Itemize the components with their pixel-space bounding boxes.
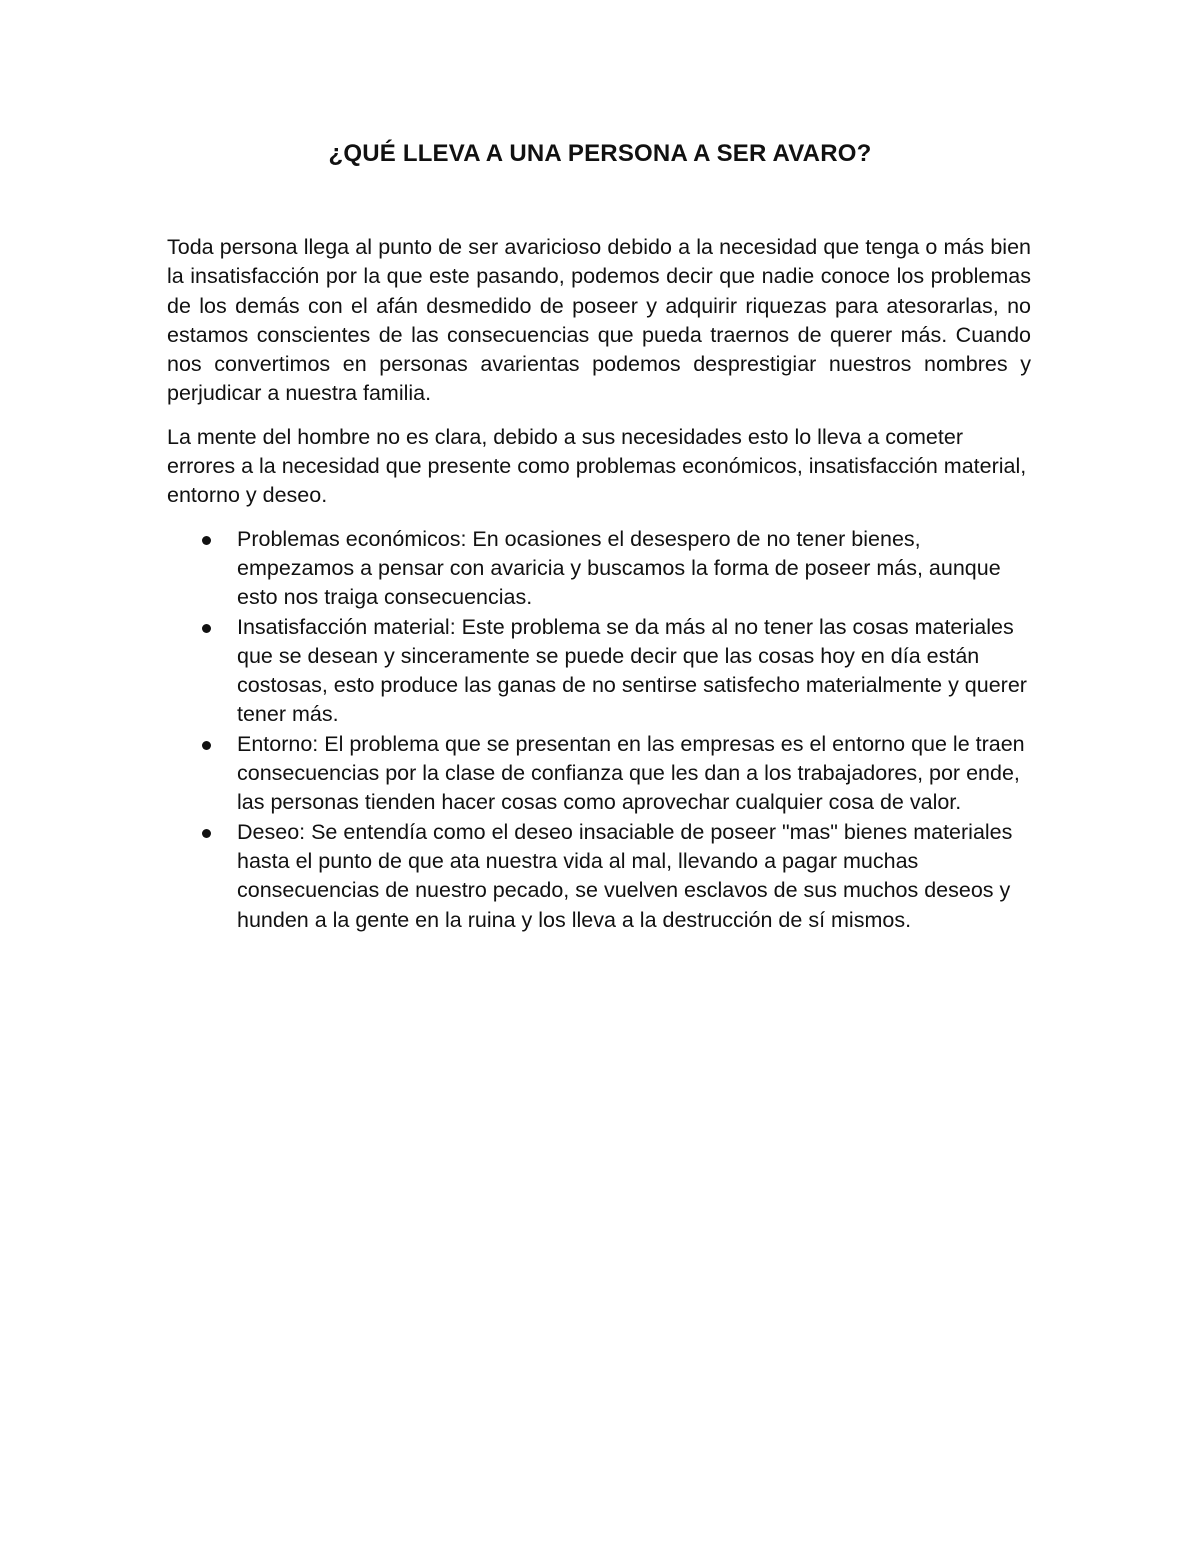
paragraph-intro: Toda persona llega al punto de ser avaricioso debido a la necesidad que tenga o más bien la insatisfacción por la que este pasando, podemos decir que nadie conoce los problemas de los demás con el afán desmedido de poseer y adquirir riquezas para atesorarlas, no estamos conscientes de las consecuencias que pueda traernos de querer más. Cuando nos convertimos en personas avarientas podemos desprestigiar nuestros nombres y perjudicar a nuestra familia. (167, 235, 1031, 406)
document-body (167, 233, 1031, 935)
document-title: ¿QUÉ LLEVA A UNA PERSONA A SER AVARO? (328, 140, 872, 167)
paragraph-causes: La mente del hombre no es clara, debido a sus necesidades esto lo lleva a cometer errores a la necesidad que presente como problemas económicos, insatisfacción material, entorno y deseo. (167, 424, 1027, 508)
list-item-text: Insatisfacción material: Este problema se da más al no tener las cosas materiales que se desean y sinceramente se puede decir que las cosas hoy en día están costosas, esto produce las ganas de no sentirse satisfecho materialmente y querer tener más. (237, 614, 1027, 727)
bullet-icon (202, 741, 211, 750)
list-item (167, 613, 1031, 730)
list-item-text: Problemas económicos: En ocasiones el desespero de no tener bienes, empezamos a pensar con avaricia y buscamos la forma de poseer más, aunque esto nos traiga consecuencias. (237, 526, 1001, 610)
list-item (167, 730, 1031, 818)
list-item (167, 818, 1031, 935)
bullet-icon (202, 829, 211, 838)
list-item-text: Deseo: Se entendía como el deseo insaciable de poseer "mas" bienes materiales hasta el punto de que ata nuestra vida al mal, llevando a pagar muchas consecuencias de nuestro pecado, se vuelven esclavos de sus muchos deseos y hunden a la gente en la ruina y los lleva a la destrucción de sí mismos. (237, 819, 1013, 932)
list-item-text: Entorno: El problema que se presentan en las empresas es el entorno que le traen consecuencias por la clase de confianza que les dan a los trabajadores, por ende, las personas tienden hacer cosas como aprovechar cualquier cosa de valor. (237, 731, 1025, 815)
causes-list (167, 525, 1031, 935)
bullet-icon (202, 536, 211, 545)
list-item (167, 525, 1031, 613)
bullet-icon (202, 624, 211, 633)
